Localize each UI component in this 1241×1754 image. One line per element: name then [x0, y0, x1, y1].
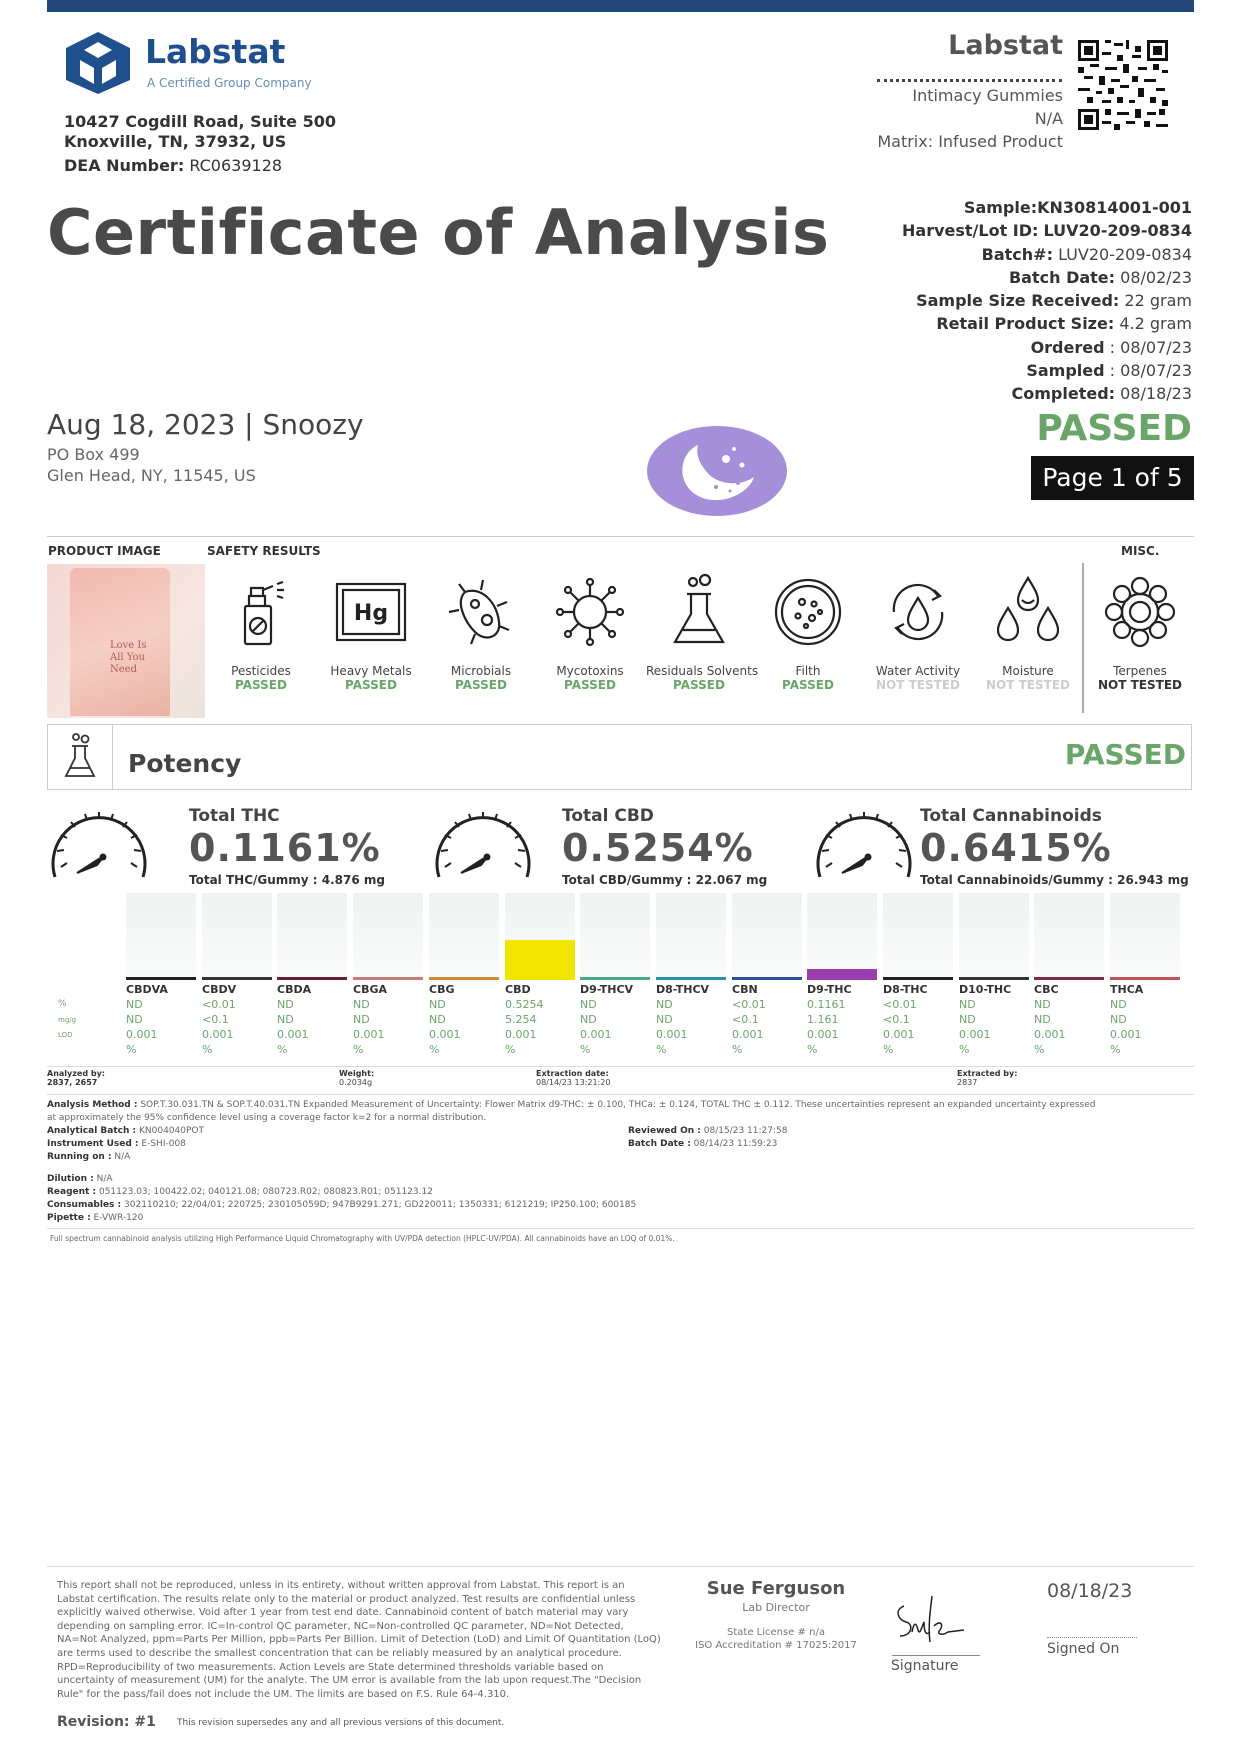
cannabinoid-bar-d8-thcv — [656, 893, 726, 980]
cannabinoid-name: CBD — [505, 983, 531, 996]
total-cannabinoids-value: 0.6415% — [920, 826, 1112, 870]
potency-title: Potency — [128, 749, 242, 778]
cannabinoid-color-line — [883, 977, 953, 980]
weight — [339, 1069, 374, 1087]
cannabinoid-mg-cell: 5.254 — [505, 1013, 537, 1026]
state-license: State License # n/a — [727, 1627, 825, 1638]
moon-logo-icon — [646, 425, 788, 517]
cannabinoid-mg-cell: <0.1 — [883, 1013, 910, 1026]
retail-size-value: 4.2 gram — [1119, 314, 1192, 334]
cannabinoid-lod-cell: 0.001 — [126, 1028, 158, 1041]
sample-size-value: 22 gram — [1124, 291, 1192, 311]
instrument-label: Instrument Used : — [47, 1139, 139, 1149]
analysis-divider — [47, 1066, 1194, 1067]
cannabinoid-name: THCA — [1110, 983, 1144, 996]
hg-element-icon — [318, 572, 424, 656]
cannabinoid-bar-d9-thcv — [580, 893, 650, 980]
safety-name: Pesticides — [231, 664, 291, 678]
safety-status: NOT TESTED — [876, 678, 960, 692]
logo-name: Labstat — [145, 32, 286, 71]
cannabinoid-pct-cell: 0.1161 — [807, 998, 846, 1011]
product-na: N/A — [1034, 109, 1063, 128]
client-address-line-1: PO Box 499 — [47, 445, 140, 464]
gauge-icon — [812, 805, 916, 889]
harvest-value: LUV20-209-0834 — [1043, 221, 1192, 241]
method-text: SOP.T.30.031.TN & SOP.T.40.031.TN Expanded Measurement of Uncertainty: Flower Matrix d9-THC: ± 0.100, THCa: ± 0.124, TOTAL THC ± 0.112. These uncertainties represent an expanded uncertainty expressed — [140, 1100, 1096, 1110]
analysis-method — [47, 1099, 1194, 1124]
cannabinoid-bar-fill — [807, 969, 877, 977]
product-info — [877, 84, 1063, 153]
cannabinoid-pct-cell: ND — [580, 998, 597, 1011]
svg-text:Hg: Hg — [353, 601, 389, 626]
safety-status: NOT TESTED — [986, 678, 1070, 692]
cannabinoid-color-line — [429, 977, 499, 980]
flask-icon — [60, 732, 100, 786]
cannabinoid-lod-cell: 0.001 — [883, 1028, 915, 1041]
revision: Revision: #1 — [57, 1714, 156, 1730]
sample-details — [902, 196, 1192, 406]
cannabinoid-bar-thca — [1110, 893, 1180, 980]
extraction-date — [536, 1069, 610, 1087]
client-date-name: Aug 18, 2023 | Snoozy — [47, 408, 364, 441]
water-cycle-icon — [865, 572, 971, 656]
signed-on-label: Signed On — [1047, 1641, 1120, 1657]
cannabinoid-unit-cell: % — [807, 1043, 818, 1056]
total-thc-per-gummy: Total THC/Gummy : 4.876 mg — [189, 873, 385, 887]
cannabinoid-unit-cell: % — [959, 1043, 970, 1056]
cannabinoid-mg-cell: ND — [1034, 1013, 1051, 1026]
cannabinoid-name: CBDVA — [126, 983, 168, 996]
cannabinoid-mg-cell: ND — [429, 1013, 446, 1026]
running-value: N/A — [114, 1152, 131, 1162]
cannabinoid-unit-cell: % — [1110, 1043, 1121, 1056]
cannabinoid-mg-cell: ND — [1110, 1013, 1127, 1026]
cannabinoid-pct-cell: ND — [1034, 998, 1051, 1011]
cannabinoid-bar-cbdva — [126, 893, 196, 980]
dilution-value: N/A — [96, 1174, 113, 1184]
address-line-2: Knoxville, TN, 37932, US — [64, 132, 287, 151]
petri-dish-icon — [755, 572, 861, 656]
cannabinoid-mg-cell: ND — [959, 1013, 976, 1026]
method-text-2: at approximately the 95% confidence level using a coverage factor k=2 for a normal distribution. — [47, 1112, 487, 1123]
cannabinoid-unit-cell: % — [202, 1043, 213, 1056]
total-thc-label: Total THC — [189, 806, 280, 826]
product-image-label: PRODUCT IMAGE — [48, 544, 161, 558]
pipette-label: Pipette : — [47, 1213, 91, 1223]
safety-item-filth — [755, 572, 861, 692]
misc-item-terpenes — [1087, 572, 1193, 692]
cannabinoid-name: CBDA — [277, 983, 312, 996]
analysis-divider-2 — [47, 1094, 1194, 1095]
bacteria-icon — [428, 572, 534, 656]
reviewed-value: 08/15/23 11:27:58 — [703, 1126, 788, 1136]
cannabinoid-mg-cell: 1.161 — [807, 1013, 839, 1026]
cannabinoid-color-line — [202, 977, 272, 980]
cannabinoid-name: CBG — [429, 983, 455, 996]
ordered-value: : 08/07/23 — [1109, 337, 1192, 357]
cannabinoid-unit-cell: % — [580, 1043, 591, 1056]
dea-label: DEA Number: — [64, 156, 185, 175]
sampled-label: Sampled — [1026, 361, 1105, 381]
safety-item-pesticides — [208, 572, 314, 692]
review-block — [628, 1125, 787, 1151]
cannabinoid-pct-cell: 0.5254 — [505, 998, 544, 1011]
weight-value: 0.2034g — [339, 1078, 373, 1087]
misc-divider — [1082, 563, 1084, 713]
analyzed-by — [47, 1069, 105, 1087]
cannabinoid-color-line — [732, 977, 802, 980]
batch-date-value-2: 08/14/23 11:59:23 — [693, 1139, 778, 1149]
cannabinoid-name: D10-THC — [959, 983, 1012, 996]
safety-item-water-activity — [865, 572, 971, 692]
sample-label: Sample: — [963, 198, 1038, 217]
cannabinoid-mg-cell: <0.1 — [732, 1013, 759, 1026]
cannabinoid-mg-cell: ND — [656, 1013, 673, 1026]
cannabinoid-lod-cell: 0.001 — [580, 1028, 612, 1041]
dotted-divider — [877, 79, 1062, 82]
cannabinoid-mg-cell: ND — [277, 1013, 294, 1026]
signer-license — [692, 1626, 860, 1652]
revision-note: This revision supersedes any and all previous versions of this document. — [177, 1718, 505, 1728]
ordered-label: Ordered — [1030, 337, 1105, 357]
footer-divider — [47, 1566, 1194, 1567]
signer-name: Sue Ferguson — [706, 1578, 846, 1599]
cannabinoid-name: D9-THC — [807, 983, 852, 996]
misc-status: NOT TESTED — [1098, 678, 1182, 692]
cannabinoid-pct-cell: <0.01 — [883, 998, 917, 1011]
retail-size-label: Retail Product Size: — [936, 314, 1115, 334]
safety-name: Moisture — [1002, 664, 1054, 678]
analytical-batch-label: Analytical Batch : — [47, 1126, 137, 1136]
cannabinoid-bar-cbd — [505, 893, 575, 980]
labstat-logo-icon — [62, 30, 134, 96]
cannabinoid-mg-cell: ND — [126, 1013, 143, 1026]
running-label: Running on : — [47, 1152, 112, 1162]
cannabinoid-color-line — [277, 977, 347, 980]
flower-icon — [1087, 572, 1193, 656]
safety-status: PASSED — [782, 678, 834, 692]
cannabinoid-unit-cell: % — [429, 1043, 440, 1056]
qr-code-icon[interactable] — [1078, 40, 1168, 130]
reviewed-label: Reviewed On : — [628, 1126, 701, 1136]
cannabinoid-color-line — [1110, 977, 1180, 980]
analytical-batch-block — [47, 1125, 204, 1164]
section-divider — [47, 536, 1194, 537]
cannabinoid-mg-cell: ND — [580, 1013, 597, 1026]
cannabinoid-unit-cell: % — [277, 1043, 288, 1056]
row-label-mg: mg/g — [58, 1016, 77, 1024]
batch-date-label: Batch Date: — [1008, 267, 1116, 287]
sample-value: KN30814001-001 — [1037, 198, 1192, 217]
cannabinoid-lod-cell: 0.001 — [277, 1028, 309, 1041]
signature-line — [892, 1655, 980, 1656]
batch-value: LUV20-209-0834 — [1058, 244, 1192, 264]
consumables-value: 302110210; 22/04/01; 220725; 230105059D; 947B9291.271; GD220011; 1350331; 6121219; IP250.100; 600185 — [124, 1200, 637, 1210]
cannabinoid-unit-cell: % — [126, 1043, 137, 1056]
cannabinoid-lod-cell: 0.001 — [807, 1028, 839, 1041]
safety-item-residual-solvents — [646, 572, 759, 692]
signature-label: Signature — [891, 1658, 959, 1674]
cannabinoid-unit-cell: % — [353, 1043, 364, 1056]
cannabinoid-lod-cell: 0.001 — [1034, 1028, 1066, 1041]
cannabinoid-unit-cell: % — [505, 1043, 516, 1056]
cannabinoid-bar-cbdv — [202, 893, 272, 980]
cannabinoid-unit-cell: % — [1034, 1043, 1045, 1056]
cannabinoid-pct-cell: ND — [429, 998, 446, 1011]
date-line — [1047, 1637, 1137, 1638]
cannabinoid-bar-cbga — [353, 893, 423, 980]
total-cbd-per-gummy: Total CBD/Gummy : 22.067 mg — [562, 873, 768, 887]
completed-value: 08/18/23 — [1120, 384, 1192, 404]
cannabinoid-lod-cell: 0.001 — [202, 1028, 234, 1041]
cannabinoid-name: CBDV — [202, 983, 237, 996]
client-address-line-2: Glen Head, NY, 11545, US — [47, 466, 256, 485]
row-label-percent: % — [58, 999, 67, 1009]
cannabinoid-color-line — [505, 977, 575, 980]
dilution-label: Dilution : — [47, 1174, 94, 1184]
misc-name: Terpenes — [1113, 664, 1167, 678]
spray-bottle-icon — [208, 572, 314, 656]
lab-name: Labstat — [948, 30, 1063, 61]
logo-subtitle: A Certified Group Company — [147, 76, 312, 90]
cannabinoid-unit-cell: % — [656, 1043, 667, 1056]
safety-name: Mycotoxins — [556, 664, 624, 678]
safety-status: PASSED — [564, 678, 616, 692]
analysis-note: Full spectrum cannabinoid analysis utilizing High Performance Liquid Chromatography with UV/PDA detection (HPLC-UV/PDA). All cannabinoids have an LOQ of 0.01%. — [50, 1234, 675, 1243]
cannabinoid-pct-cell: ND — [656, 998, 673, 1011]
overall-status-badge: PASSED — [1036, 408, 1192, 449]
reagent-label: Reagent : — [47, 1187, 97, 1197]
cannabinoid-bar-d9-thc — [807, 893, 877, 980]
cannabinoid-color-line — [656, 977, 726, 980]
batch-date-label-2: Batch Date : — [628, 1139, 691, 1149]
dea-number — [64, 156, 282, 175]
analyzed-by-value: 2837, 2657 — [47, 1078, 98, 1087]
cannabinoid-pct-cell: ND — [1110, 998, 1127, 1011]
completed-label: Completed: — [1011, 384, 1116, 404]
signed-date: 08/18/23 — [1047, 1580, 1133, 1602]
cannabinoid-bar-d8-thc — [883, 893, 953, 980]
cannabinoid-bar-cbc — [1034, 893, 1104, 980]
safety-status: PASSED — [345, 678, 397, 692]
cannabinoid-lod-cell: 0.001 — [353, 1028, 385, 1041]
cannabinoid-color-line — [126, 977, 196, 980]
droplets-icon — [975, 572, 1081, 656]
safety-status: PASSED — [455, 678, 507, 692]
cannabinoid-color-line — [959, 977, 1029, 980]
cannabinoid-mg-cell: ND — [353, 1013, 370, 1026]
extraction-label: Extraction date: — [536, 1069, 609, 1078]
signer-block — [692, 1578, 860, 1652]
cannabinoid-lod-cell: 0.001 — [959, 1028, 991, 1041]
total-cannabinoids-label: Total Cannabinoids — [920, 806, 1102, 826]
cannabinoid-pct-cell: ND — [353, 998, 370, 1011]
row-label-lod: LOD — [58, 1031, 73, 1039]
harvest-label: Harvest/Lot ID: — [902, 221, 1039, 241]
safety-name: Microbials — [450, 664, 512, 678]
safety-item-microbials — [428, 572, 534, 692]
cannabinoid-name: D9-THCV — [580, 983, 634, 996]
cannabinoid-color-line — [807, 977, 877, 980]
cannabinoid-name: D8-THC — [883, 983, 928, 996]
safety-status: PASSED — [673, 678, 725, 692]
product-name: Intimacy Gummies — [912, 86, 1063, 105]
safety-item-heavy-metals — [318, 572, 424, 692]
cannabinoid-unit-cell: % — [883, 1043, 894, 1056]
virus-icon — [537, 572, 643, 656]
misc-label: MISC. — [1121, 544, 1160, 558]
cannabinoid-name: D8-THCV — [656, 983, 710, 996]
page-indicator: Page 1 of 5 — [1031, 456, 1194, 500]
product-matrix: Matrix: Infused Product — [877, 132, 1063, 151]
consumables-label: Consumables : — [47, 1200, 122, 1210]
reagents-block — [47, 1173, 636, 1225]
disclaimer: This report shall not be reproduced, unless in its entirety, without written approval from Labstat. This report is an Labstat certification. The results relate only to the material or product analyzed. Test results are confidential unless explicitly waived otherwise. Void after 1 year from test end date. Cannabinoid content of batch material may vary depending on sampling error. IC=In-control QC parameter, NC=Non-controlled QC parameter, ND=Not Detected, NA=Not Analyzed, ppm=Parts Per Million, ppb=Parts Per Billion. Limit of Detection (LoD) and Limit Of Quantitation (LoQ) are terms used to describe the smallest concentration that can be reliably measured by an analytical procedure. RPD=Reproducibility of two measurements. Action Levels are State determined thresholds variable based on uncertainty of measurement (UM) for the analyte. The UM error is available from the lab upon request.The "Decision Rule" for the pass/fail does not include the UM. The limits are based on F.S. Rule 64-4.310. — [57, 1580, 661, 1700]
reagent-value: 051123.03; 100422.02; 040121.08; 080723.R02; 080823.R01; 051123.12 — [98, 1187, 433, 1197]
safety-name: Residuals Solvents — [646, 664, 759, 678]
pipette-value: E-VWR-120 — [93, 1213, 144, 1223]
cannabinoid-name: CBC — [1034, 983, 1059, 996]
handwritten-signature — [890, 1592, 970, 1656]
cannabinoid-lod-cell: 0.001 — [1110, 1028, 1142, 1041]
lab-address — [64, 112, 336, 152]
cannabinoid-bar-fill — [505, 940, 575, 977]
safety-name: Water Activity — [875, 664, 961, 678]
cannabinoid-lod-cell: 0.001 — [505, 1028, 537, 1041]
analytical-batch-value: KN004040POT — [139, 1126, 204, 1136]
cannabinoid-color-line — [1034, 977, 1104, 980]
cannabinoid-lod-cell: 0.001 — [656, 1028, 688, 1041]
cannabinoid-unit-cell: % — [732, 1043, 743, 1056]
notes-divider — [47, 1228, 1194, 1229]
iso-accreditation: ISO Accreditation # 17025:2017 — [695, 1640, 857, 1651]
sample-size-label: Sample Size Received: — [916, 291, 1120, 311]
safety-name: Filth — [795, 664, 821, 678]
potency-icon-box — [47, 724, 113, 790]
weight-label: Weight: — [339, 1069, 375, 1078]
client-address — [47, 444, 256, 486]
cannabinoid-name: CBGA — [353, 983, 387, 996]
top-bar — [47, 0, 1194, 12]
page-title: Certificate of Analysis — [47, 196, 830, 269]
total-cbd-value: 0.5254% — [562, 826, 754, 870]
total-cbd-label: Total CBD — [562, 806, 654, 826]
cannabinoid-lod-cell: 0.001 — [429, 1028, 461, 1041]
cannabinoid-mg-cell: <0.1 — [202, 1013, 229, 1026]
extracted-by-label: Extracted by: — [957, 1069, 1018, 1078]
safety-item-moisture — [975, 572, 1081, 692]
dea-value: RC0639128 — [189, 156, 283, 175]
cannabinoid-bar-cbg — [429, 893, 499, 980]
cannabinoid-pct-cell: <0.01 — [732, 998, 766, 1011]
total-cannabinoids-per-gummy: Total Cannabinoids/Gummy : 26.943 mg — [920, 873, 1189, 887]
cannabinoid-name: CBN — [732, 983, 758, 996]
extracted-by-value: 2837 — [957, 1078, 978, 1087]
safety-results-label: SAFETY RESULTS — [207, 544, 321, 558]
cannabinoid-lod-cell: 0.001 — [732, 1028, 764, 1041]
cannabinoid-bar-cbda — [277, 893, 347, 980]
cannabinoid-color-line — [580, 977, 650, 980]
cannabinoid-pct-cell: ND — [277, 998, 294, 1011]
extraction-value: 08/14/23 13:21:20 — [536, 1078, 611, 1087]
address-line-1: 10427 Cogdill Road, Suite 500 — [64, 112, 336, 131]
potency-status: PASSED — [1064, 738, 1186, 771]
batch-date-value: 08/02/23 — [1120, 267, 1192, 287]
sampled-value: : 08/07/23 — [1109, 361, 1192, 381]
cannabinoid-pct-cell: ND — [126, 998, 143, 1011]
safety-name: Heavy Metals — [330, 664, 412, 678]
extracted-by — [957, 1069, 1017, 1087]
cannabinoid-bar-cbn — [732, 893, 802, 980]
instrument-value: E-SHI-008 — [141, 1139, 186, 1149]
total-thc-value: 0.1161% — [189, 826, 381, 870]
flask-icon — [646, 572, 752, 656]
safety-status: PASSED — [235, 678, 287, 692]
signer-role: Lab Director — [742, 1601, 810, 1614]
gauge-icon — [47, 805, 151, 889]
product-bag-text: Love Is All You Need — [110, 640, 147, 675]
safety-item-mycotoxins — [537, 572, 643, 692]
analyzed-by-label: Analyzed by: — [47, 1069, 105, 1078]
cannabinoid-pct-cell: ND — [959, 998, 976, 1011]
batch-label: Batch#: — [981, 244, 1053, 264]
method-label: Analysis Method : — [47, 1100, 138, 1110]
cannabinoid-bar-d10-thc — [959, 893, 1029, 980]
cannabinoid-pct-cell: <0.01 — [202, 998, 236, 1011]
cannabinoid-color-line — [353, 977, 423, 980]
gauge-icon — [431, 805, 535, 889]
